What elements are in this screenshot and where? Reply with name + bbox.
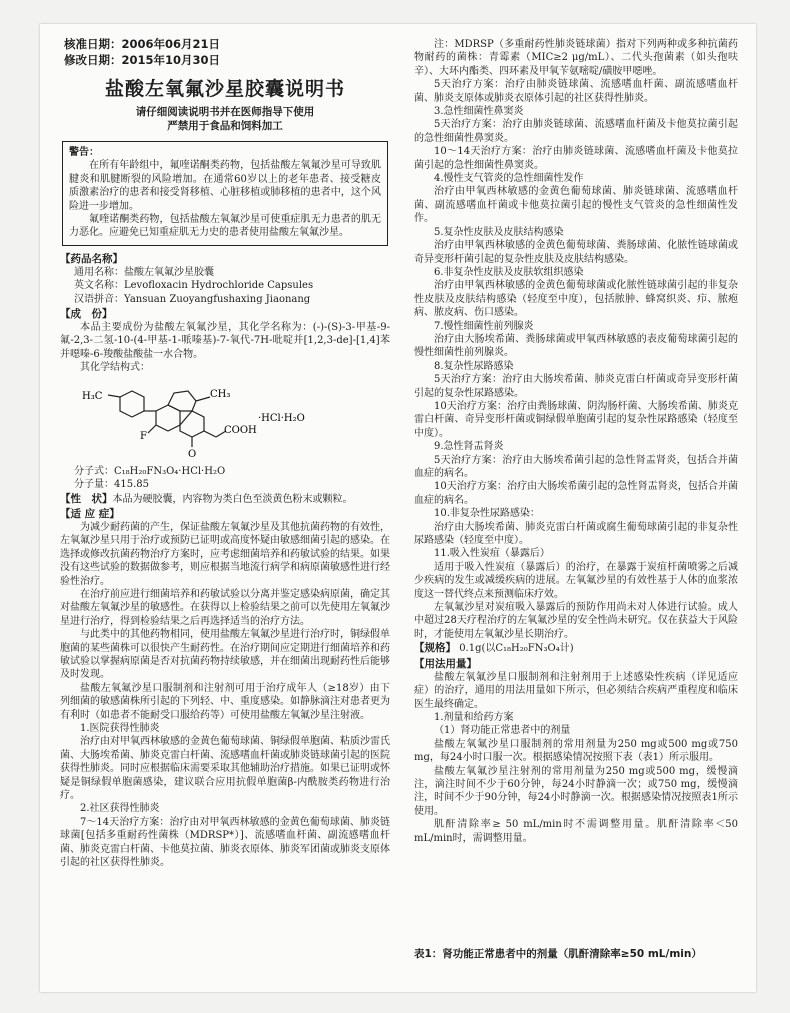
ussi-text: 治疗由甲氧西林敏感的金黄色葡萄球菌或化脓性链球菌引起的非复杂性皮肤及皮肤结构感染（轻度至中度），包括脓肿、蜂窝织炎、疖、脓疱病、脓皮病、伤口感染。 bbox=[414, 280, 738, 319]
character-text: 本品为硬胶囊，内容物为类白色至淡黄色粉末或颗粒。 bbox=[112, 493, 353, 505]
indications-text-3: 与此类中的其他药物相同，使用盐酸左氧氟沙星进行治疗时，铜绿假单胞菌的某些菌株可以很快产生耐药性。在治疗期间应定期进行细菌培养和药敏试验以掌握病原菌是否对抗菌药物持续敏感，并在细菌出现耐药性后能够及时发现。 bbox=[60, 629, 390, 681]
cuti-title: 8.复杂性尿路感染 bbox=[434, 360, 514, 372]
bronchitis-text: 治疗由甲氧西林敏感的金黄色葡萄球菌、肺炎链球菌、流感嗜血杆菌、副流感嗜血杆菌或卡他莫拉菌引起的慢性支气管炎的急性细菌性发作。 bbox=[414, 186, 738, 225]
mdrsp-note: 注：MDRSP（多重耐药性肺炎链球菌）指对下列两种或多种抗菌药物耐药的菌株：青霉素（MIC≥2 μg/mL）、二代头孢菌素（如头孢呋辛）、大环内酯类、四环素及甲氧苄氨嘧啶/磺胺甲噁唑。 bbox=[414, 39, 738, 77]
anthrax-text-2: 左氧氟沙星对炭疽吸入暴露后的预防作用尚未对人体进行试验。成人中超过28天疗程治疗的左氧氟沙星的安全性尚未研究。仅在获益大于风险时，才能使用左氧氟沙星长期治疗。 bbox=[414, 602, 738, 640]
molecular-weight: 分子量：415.85 bbox=[74, 479, 149, 491]
sinusitis-title: 3.急性细菌性鼻窦炎 bbox=[434, 106, 524, 118]
dosage-section-1a: （1）肾功能正常患者中的剂量 bbox=[434, 725, 571, 737]
generic-name: 通用名称：盐酸左氧氟沙星胶囊 bbox=[74, 266, 214, 278]
anthrax-title: 11.吸入性炭疽（暴露后） bbox=[434, 548, 550, 560]
warning-text-1: 在所有年龄组中，氟喹诺酮类药物，包括盐酸左氧氟沙星可导致肌腱炎和肌腱断裂的风险增加。在通常60岁以上的老年患者、接受糖皮质激素治疗的患者和接受肾移植、心脏移植或肺移植的患者中，这个风险进一步增加。 bbox=[69, 160, 381, 212]
cuti-text-2: 10天治疗方案：治疗由粪肠球菌、阴沟肠杆菌、大肠埃希菌、肺炎克雷白杆菌、奇异变形杆菌或铜绿假单胞菌引起的复杂性尿路感染（轻度至中度）。 bbox=[414, 400, 738, 439]
structure-diagram bbox=[78, 377, 328, 463]
warning-heading: 警告： bbox=[69, 147, 99, 158]
right-column bbox=[414, 38, 738, 988]
composition-heading: 【成 份】 bbox=[60, 308, 113, 321]
dosage-injection: 盐酸左氧氟沙星注射剂的常用剂量为250 mg或500 mg，缓慢滴注，滴注时间不少于60分钟，每24小时静滴一次；或750 mg，缓慢滴注，时间不少于90分钟，每24小时静滴一次。根据感染情况按照表1所示使用。 bbox=[414, 765, 738, 817]
struct-cooh: COOH bbox=[224, 424, 257, 436]
sinusitis-text-1: 5天治疗方案：治疗由肺炎链球菌、流感嗜血杆菌及卡他莫拉菌引起的急性细菌性鼻窦炎。 bbox=[414, 119, 738, 144]
ussi-title: 6.非复杂性皮肤及皮肤软组织感染 bbox=[434, 266, 584, 278]
table-1-title: 表1：肾功能正常患者中的剂量（肌酐清除率≥50 mL/min） bbox=[414, 948, 702, 960]
specification-text: 0.1g(以C₁₈H₂₀FN₃O₄计) bbox=[459, 643, 574, 655]
warning-box bbox=[62, 141, 388, 246]
prostatitis-title: 7.慢性细菌性前列腺炎 bbox=[434, 320, 534, 332]
cuti-text-1: 5天治疗方案：治疗由大肠埃希菌、肺炎克雷白杆菌或奇异变形杆菌引起的复杂性尿路感染。 bbox=[414, 374, 738, 399]
approval-date: 核准日期：2006年06月21日 bbox=[64, 37, 221, 51]
dosage-oral: 盐酸左氧氟沙星口服制剂的常用剂量为250 mg或500 mg或750 mg，每24小时口服一次。根据感染情况按照下表（表1）所示服用。 bbox=[414, 738, 738, 764]
sinusitis-text-2: 10～14天治疗方案：治疗由肺炎链球菌、流感嗜血杆菌及卡他莫拉菌引起的急性细菌性鼻窦炎。 bbox=[414, 146, 738, 171]
document-title: 盐酸左氧氟沙星胶囊说明书 bbox=[104, 78, 345, 100]
subtitle-prohibition: 严禁用于食品和饲料加工 bbox=[167, 120, 283, 132]
english-name: 英文名称：Levofloxacin Hydrochloride Capsules bbox=[74, 280, 314, 292]
indications-text-4: 盐酸左氧氟沙星口服制剂和注射剂可用于治疗成年人（≥18岁）由下列细菌的敏感菌株所引起的下列轻、中、重度感染。如静脉滴注对患者更为有利时（如患者不能耐受口服给药等）可使用盐酸左氧氟沙星注射液。 bbox=[60, 682, 390, 721]
hap-title: 1.医院获得性肺炎 bbox=[80, 723, 160, 734]
oxazine-ring bbox=[168, 391, 196, 411]
cap-text-5day: 5天治疗方案：治疗由肺炎链球菌、流感嗜血杆菌、副流感嗜血杆菌、肺炎支原体或肺炎衣原体引起的社区获得性肺炎。 bbox=[414, 79, 738, 104]
pyelonephritis-text-2: 10天治疗方案：治疗由大肠埃希菌引起的急性肾盂肾炎，包括合并菌血症的病名。 bbox=[414, 481, 738, 506]
document-page bbox=[40, 24, 756, 992]
character-heading: 【性 状】 bbox=[60, 492, 113, 505]
left-column bbox=[60, 36, 390, 986]
prostatitis-text: 治疗由大肠埃希菌、粪肠球菌或甲氧西林敏感的表皮葡萄球菌引起的慢性细菌性前列腺炎。 bbox=[414, 333, 738, 359]
drug-name-heading: 【药品名称】 bbox=[60, 252, 123, 265]
pyelonephritis-text-1: 5天治疗方案：治疗由大肠埃希菌引起的急性肾盂肾炎，包括合并菌血症的病名。 bbox=[414, 454, 738, 479]
dosage-heading: 【用法用量】 bbox=[414, 657, 477, 670]
warning-text-2: 氟喹诺酮类药物，包括盐酸左氧氟沙星可使重症肌无力患者的肌无力恶化。应避免已知重症肌无力史的患者使用盐酸左氧氟沙星。 bbox=[69, 214, 381, 239]
structure-label: 其化学结构式： bbox=[80, 362, 150, 374]
specification-heading: 【规格】 bbox=[414, 642, 456, 655]
dosage-section-1: 1.剂量和给药方案 bbox=[434, 711, 514, 723]
struct-oxygen: O bbox=[188, 448, 197, 460]
dosage-text-1: 盐酸左氧氟沙星口服制剂和注射剂用于上述感染性疾病（详见适应症）的治疗，通用的用法用量如下所示，但必须结合疾病严重程度和临床医生最终确定。 bbox=[414, 671, 738, 710]
pyridone-ring bbox=[180, 411, 204, 437]
indications-text-1: 为减少耐药菌的产生，保证盐酸左氧氟沙星及其他抗菌药物的有效性，左氧氟沙星只用于治疗或预防已证明或高度怀疑由敏感细菌引起的感染。在选择或修改抗菌药物治疗方案时，应考虑细菌培养和药敏试验的结果。如果没有这些试验的数据做参考，则应根据当地流行病学和病原菌敏感性进行经验性治疗。 bbox=[60, 521, 390, 587]
composition-text: 本品主要成份为盐酸左氧氟沙星，其化学名称为：(-)-(S)-3-甲基-9-氟-2,3-二氢-10-(4-甲基-1-哌嗪基)-7-氧代-7H-吡啶并[1,2,3-de]-[1,4]苯并噁嗪-6-羧酸盐酸盐一水合物。 bbox=[60, 322, 390, 360]
cssi-text: 治疗由甲氧西林敏感的金黄色葡萄球菌、粪肠球菌、化脓性链球菌或奇异变形杆菌引起的复杂性皮肤及皮肤结构感染。 bbox=[414, 240, 738, 265]
uuti-text: 治疗由大肠埃希菌、肺炎克雷白杆菌或腐生葡萄球菌引起的非复杂性尿路感染（轻度至中度）。 bbox=[414, 521, 738, 547]
bronchitis-title: 4.慢性支气管炎的急性细菌性发作 bbox=[434, 173, 584, 185]
pyelonephritis-title: 9.急性肾盂肾炎 bbox=[434, 441, 504, 453]
struct-ch3-right: CH₃ bbox=[210, 388, 231, 400]
pinyin-name: 汉语拼音：Yansuan Zuoyangfushaxing Jiaonang bbox=[74, 293, 311, 305]
dosage-renal: 肌酐清除率≥ 50 mL/min时不需调整用量。肌酐清除率＜50 mL/min时，需调整用量。 bbox=[414, 819, 738, 844]
subtitle-instruction: 请仔细阅读说明书并在医师指导下使用 bbox=[135, 106, 315, 118]
revision-date: 修改日期：2015年10月30日 bbox=[64, 53, 221, 67]
struct-ch3-left: H₃C bbox=[82, 390, 103, 402]
piperazine-ring bbox=[120, 391, 144, 417]
hap-text: 治疗由对甲氧西林敏感的金黄色葡萄球菌、铜绿假单胞菌、粘质沙雷氏菌、大肠埃希菌、肺炎克雷白杆菌、流感嗜血杆菌或肺炎链球菌引起的医院获得性肺炎。同时应根据临床需要采取其他辅助治疗措施。如果已证明或怀疑是铜绿假单胞菌感染，建议联合应用抗假单胞菌β-内酰胺类药物进行治疗。 bbox=[60, 736, 390, 802]
struct-salt: ·HCl·H₂O bbox=[258, 412, 305, 424]
cssi-title: 5.复杂性皮肤及皮肤结构感染 bbox=[434, 226, 564, 238]
anthrax-text-1: 适用于吸入性炭疽（暴露后）的治疗，在暴露于炭疽杆菌喷雾之后减少疾病的发生或减缓疾病的进展。左氧氟沙星的有效性基于人体的血浆浓度这一替代终点来预测临床疗效。 bbox=[414, 561, 738, 600]
struct-fluorine: F bbox=[140, 430, 147, 442]
uuti-title: 10.非复杂性尿路感染： bbox=[434, 508, 540, 520]
molecular-formula: 分子式：C₁₈H₂₀FN₃O₄·HCl·H₂O bbox=[74, 465, 226, 477]
cap-text: 7～14天治疗方案：治疗由对甲氧西林敏感的金黄色葡萄球菌、肺炎链球菌[包括多重耐药性菌株（MDRSP*）]、流感嗜血杆菌、副流感嗜血杆菌、肺炎克雷白杆菌、卡他莫拉菌、肺炎衣原体、肺炎军团菌或肺炎支原体引起的社区获得性肺炎。 bbox=[60, 816, 390, 869]
indications-heading: 【适 应 症】 bbox=[60, 507, 120, 520]
indications-text-2: 在治疗前应进行细菌培养和药敏试验以分离并鉴定感染病原菌，确定其对盐酸左氧氟沙星的敏感性。在获得以上检验结果之前可以先使用左氧氟沙星进行治疗，得到检验结果之后再选择适当的治疗方法。 bbox=[60, 588, 390, 627]
cap-title: 2.社区获得性肺炎 bbox=[80, 803, 160, 815]
chemical-structure bbox=[60, 377, 390, 463]
